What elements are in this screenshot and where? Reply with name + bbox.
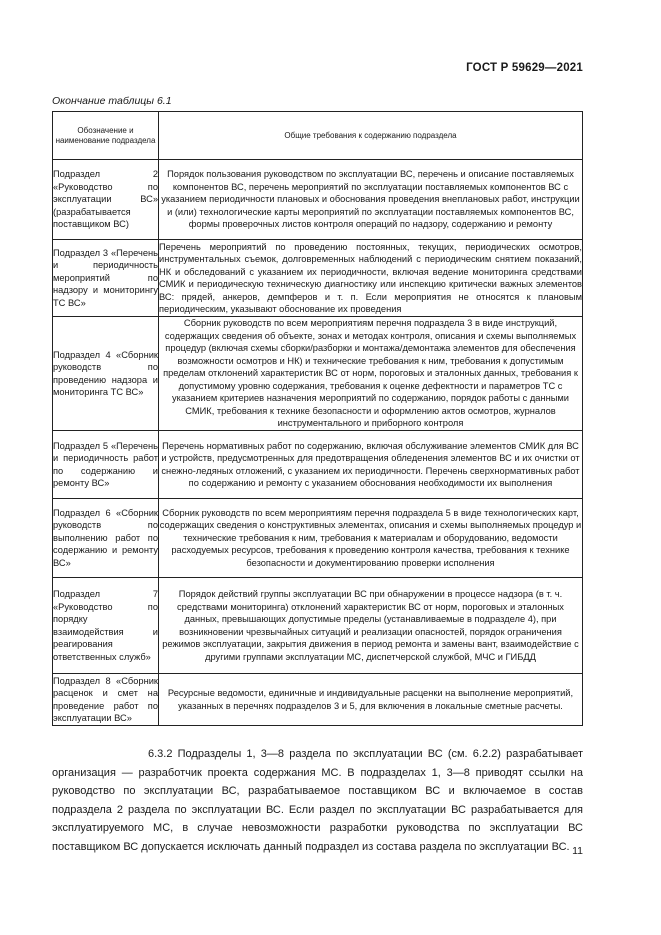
subsection-requirements: Ресурсные ведомости, единичные и индивидуальные расценки на выполнение мероприятий, указанных в перечнях подразделов 3 и 5, для включения в локальные сметные расчеты. bbox=[159, 674, 583, 726]
subsection-requirements: Сборник руководств по всем мероприятиям перечня подраздела 3 в виде инструкций, содержащих сведения об объекте, зонах и методах контроля, описания и схемы выполняемых процедур (включая схемы сборки/разборки и монтажа/демонтажа элементов для обеспечения возможности осмотров и НК) и технические требования к ним, требования к допустимым пределам отклонений характеристик ВС от норм, пороговых и эталонных данных, требования к допустимому уровню содержания, требования к оценке дефектности и параметров ТС с указанием критериев назначения мероприятий по содержанию, порядок работы с данными СМИК, требования к технике безопасности и оформлению актов осмотров, журналов инструментального и приборного контроля bbox=[159, 317, 583, 431]
subsection-name: Подраздел 6 «Сборник руководств по выполнению работ по содержанию и ремонту ВС» bbox=[53, 499, 159, 578]
table-row bbox=[53, 578, 583, 674]
table-row bbox=[53, 240, 583, 317]
table-row bbox=[53, 317, 583, 431]
subsection-requirements: Порядок действий группы эксплуатации ВС при обнаружении в процессе надзора (в т. ч. средствами мониторинга) отклонений характеристик ВС от норм, пороговых и эталонных данных, превышающих допустимые пределы (устанавливаемые в подразделе 4), при возникновении чрезвычайных ситуаций и реализации опасностей, порядок ограничения режимов эксплуатации, закрытия движения в период ремонта и замены вант, взаимодействие с другими группами эксплуатации МС, диспетчерской службой, МЧС и ГИБДД bbox=[159, 578, 583, 674]
subsection-name: Подраздел 3 «Перечень и периодичность мероприятий по надзору и мониторингу ТС ВС» bbox=[53, 240, 159, 317]
subsection-requirements: Перечень мероприятий по проведению постоянных, текущих, периодических осмотров, инструментальных съемок, долговременных наблюдений с периодическим снятием показаний, НК и обследований с указанием их периодичности, включая ведение мониторинга средствами СМИК и периодическую техническую диагностику или инспекцию критически важных элементов ВС: прядей, анкеров, демпферов и т. п. Если мероприятия не относятся к плановым периодическим, указывают обоснование их проведения bbox=[159, 240, 583, 317]
table-header-requirements: Общие требования к содержанию подраздела bbox=[159, 112, 583, 160]
subsection-name: Подраздел 5 «Перечень и периодичность работ по содержанию и ремонту ВС» bbox=[53, 431, 159, 499]
document-header: ГОСТ Р 59629—2021 bbox=[466, 62, 583, 74]
subsection-name: Подраздел 8 «Сборник расценок и смет на проведение работ по эксплуатации ВС» bbox=[53, 674, 159, 726]
subsection-name: Подраздел 2 «Руководство по эксплуатации ВС» (разрабатывается поставщиком ВС) bbox=[53, 160, 159, 240]
table-row bbox=[53, 431, 583, 499]
page-number: 11 bbox=[572, 845, 583, 857]
requirements-table bbox=[52, 111, 583, 726]
table-header-designation: Обозначение и наименование подраздела bbox=[53, 112, 159, 160]
subsection-name: Подраздел 7 «Руководство по порядку взаимодействия и реагирования ответственных служб» bbox=[53, 578, 159, 674]
subsection-requirements: Сборник руководств по всем мероприятиям перечня подраздела 5 в виде технологических карт, содержащих сведения о конструктивных элементах, описания и схемы выполняемых процедур и технические требования к ним, требования к материалам и оборудованию, ведомости расходуемых ресурсов, требования к проведению контроля качества, требования к технике безопасности и документированию проверки исполнения bbox=[159, 499, 583, 578]
table-caption: Окончание таблицы 6.1 bbox=[52, 95, 172, 107]
subsection-requirements: Перечень нормативных работ по содержанию, включая обслуживание элементов СМИК для ВС и устройств, предусмотренных для предотвращения обледенения элементов ВС и их очистки от снежно-ледяных отложений, с указанием их периодичности. Перечень сверхнормативных работ по содержанию и ремонту с указанием обоснования необходимости их выполнения bbox=[159, 431, 583, 499]
table-row bbox=[53, 499, 583, 578]
subsection-requirements: Порядок пользования руководством по эксплуатации ВС, перечень и описание поставляемых компонентов ВС, перечень мероприятий по эксплуатации поставляемых компонентов ВС с указанием периодичности плановых и обоснования проведения внеплановых работ, инструкции и (или) технологические карты мероприятий по эксплуатации поставляемых компонентов ВС, формы проверочных листов контроля операций по надзору, содержанию и ремонту bbox=[159, 160, 583, 240]
table-row bbox=[53, 674, 583, 726]
subsection-name: Подраздел 4 «Сборник руководств по проведению надзора и мониторинга ТС ВС» bbox=[53, 317, 159, 431]
body-paragraph-6-3-2: 6.3.2 Подразделы 1, 3—8 раздела по эксплуатации ВС (см. 6.2.2) разрабатывает организация — разработчик проекта содержания МС. В подразделах 1, 3—8 приводят ссылки на руководство по эксплуатации ВС, разрабатываемое поставщиком ВС и включаемое в состав подраздела 2 раздела по эксплуатации ВС. Если раздел по эксплуатации ВС разрабатывается для эксплуатируемого МС, в случае невозможности разработки руководства по эксплуатации ВС поставщиком ВС допускается исключать данный подраздел из состава раздела по эксплуатации ВС. bbox=[52, 748, 583, 853]
table-row bbox=[53, 160, 583, 240]
